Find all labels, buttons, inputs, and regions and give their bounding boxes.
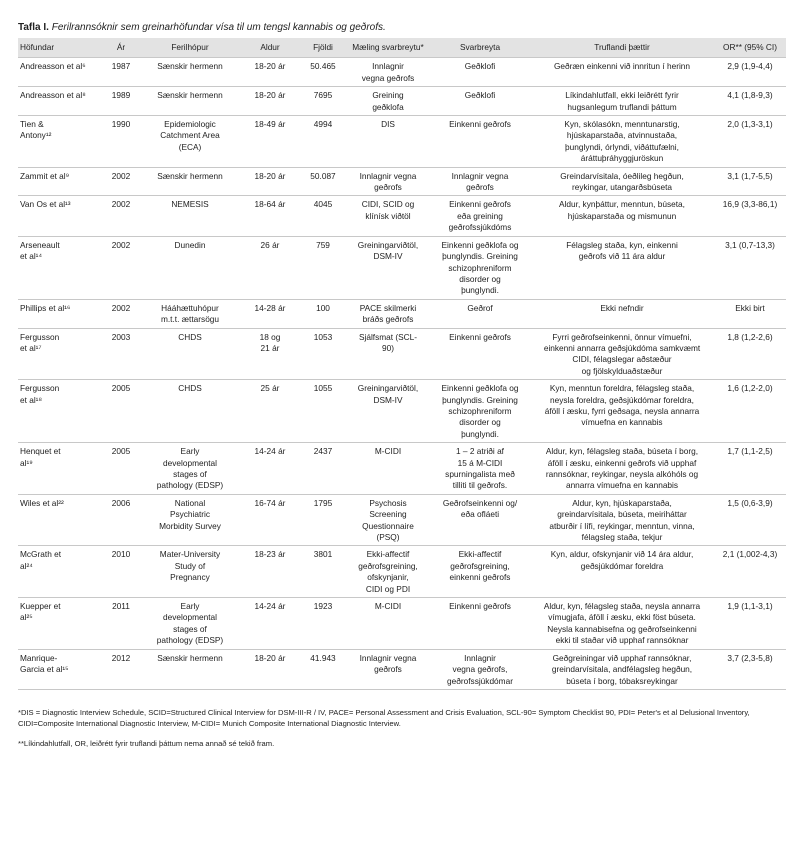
cell-or: 1,5 (0,6-3,9) (714, 494, 786, 546)
header-or: OR** (95% CI) (723, 42, 777, 52)
cell-year: 2010 (102, 546, 140, 598)
cell-count: 41.943 (300, 649, 346, 689)
cell-confounders: Ekki nefndir (530, 299, 714, 328)
cell-outcome: Einkenni geðrofs (430, 116, 530, 168)
cell-author: Arseneault et al¹⁴ (18, 236, 102, 299)
cell-author: Wiles et al²² (18, 494, 102, 546)
cell-measurement: Greining geðklofa (346, 87, 430, 116)
cell-outcome: Geðrofseinkenni og/ eða ofláeti (430, 494, 530, 546)
cell-outcome: Ekki-affectif geðrofsgreining, einkenni geðrofs (430, 546, 530, 598)
cell-age: 18-49 ár (240, 116, 300, 168)
table-row (18, 167, 786, 196)
cell-author: Henquet et al¹⁹ (18, 443, 102, 495)
header-confounders: Truflandi þættir (594, 42, 650, 52)
cell-author: Van Os et al¹³ (18, 196, 102, 236)
cell-age: 16-74 ár (240, 494, 300, 546)
cell-measurement: Ekki-affectif geðrofsgreining, ofskynjanir, CIDI og PDI (346, 546, 430, 598)
cell-measurement: DIS (346, 116, 430, 168)
cell-year: 2002 (102, 167, 140, 196)
cell-author: Fergusson et al¹⁸ (18, 380, 102, 443)
header-count: Fjöldi (313, 42, 333, 52)
cell-confounders: Geðgreiningar við upphaf rannsóknar, greindarvísitala, andfélagsleg hegðun, búseta í borg, tóbaksreykingar (530, 649, 714, 689)
cell-or: 2,1 (1,002-4,3) (714, 546, 786, 598)
cell-outcome: Einkenni geðklofa og þunglyndis. Greining schizophreniform disorder og þunglyndi. (430, 236, 530, 299)
table-row (18, 598, 786, 650)
cell-confounders: Geðræn einkenni við innritun í herinn (530, 58, 714, 87)
cell-confounders: Kyn, menntun foreldra, félagsleg staða, neysla foreldra, geðsjúkdómar foreldra, áföll í æsku, fyrri geðsaga, neysla annarra vímuefna en kannabis (530, 380, 714, 443)
cell-confounders: Aldur, kyn, félagsleg staða, neysla annarra vímugjafa, áföll í æsku, ekki föst búseta. Neysla kannabisefna og geðrofseinkenni ekki til staðar við upphaf rannsóknar (530, 598, 714, 650)
cell-year: 2012 (102, 649, 140, 689)
cell-or: 4,1 (1,8-9,3) (714, 87, 786, 116)
cell-cohort: Mater-University Study of Pregnancy (140, 546, 240, 598)
cell-cohort: Sænskir hermenn (140, 58, 240, 87)
cell-author: Andreasson et al⁸ (18, 87, 102, 116)
cell-age: 14-24 ár (240, 443, 300, 495)
table-row (18, 87, 786, 116)
cell-outcome: Innlagnir vegna geðrofs, geðrofssjúkdómar (430, 649, 530, 689)
cell-outcome: Innlagnir vegna geðrofs (430, 167, 530, 196)
table-caption (18, 22, 386, 33)
cell-count: 2437 (300, 443, 346, 495)
caption-label: Tafla I. (18, 22, 49, 33)
header-age: Aldur (260, 42, 280, 52)
cell-cohort: Early developmental stages of pathology (EDSP) (140, 598, 240, 650)
cell-outcome: 1 – 2 atriði af 15 á M-CIDI spurningalista með tilliti til geðrofs. (430, 443, 530, 495)
header-outcome: Svarbreyta (459, 42, 501, 52)
cell-age: 14-28 ár (240, 299, 300, 328)
cell-or: 2,0 (1,3-3,1) (714, 116, 786, 168)
cell-count: 1923 (300, 598, 346, 650)
table-row (18, 443, 786, 495)
table-row (18, 196, 786, 236)
cell-cohort: CHDS (140, 328, 240, 380)
cell-author: Zammit et al⁹ (18, 167, 102, 196)
cell-age: 18-23 ár (240, 546, 300, 598)
cell-or: 1,7 (1,1-2,5) (714, 443, 786, 495)
table-row (18, 494, 786, 546)
cell-outcome: Geðrof (430, 299, 530, 328)
cell-or: 1,6 (1,2-2,0) (714, 380, 786, 443)
cell-count: 1795 (300, 494, 346, 546)
cell-cohort: Dunedin (140, 236, 240, 299)
cell-year: 1990 (102, 116, 140, 168)
cell-count: 50.465 (300, 58, 346, 87)
cell-or: 2,9 (1,9-4,4) (714, 58, 786, 87)
cell-outcome: Einkenni geðrofs (430, 598, 530, 650)
cell-confounders: Líkindahlutfall, ekki leiðrétt fyrir hugsanlegum truflandi þáttum (530, 87, 714, 116)
cell-age: 25 ár (240, 380, 300, 443)
cell-age: 18-20 ár (240, 167, 300, 196)
cell-year: 1989 (102, 87, 140, 116)
cell-count: 1055 (300, 380, 346, 443)
cell-age: 18 og 21 ár (240, 328, 300, 380)
header-cohort: Ferilhópur (171, 42, 209, 52)
cell-confounders: Aldur, kynþáttur, menntun, búseta, hjúskaparstaða og mismunun (530, 196, 714, 236)
cell-age: 18-64 ár (240, 196, 300, 236)
cell-year: 2003 (102, 328, 140, 380)
cell-measurement: Innlagnir vegna geðrofs (346, 649, 430, 689)
cell-cohort: Sænskir hermenn (140, 167, 240, 196)
cell-measurement: Sjálfsmat (SCL- 90) (346, 328, 430, 380)
cell-count: 4045 (300, 196, 346, 236)
cell-year: 2005 (102, 443, 140, 495)
cell-year: 2002 (102, 236, 140, 299)
cell-count: 3801 (300, 546, 346, 598)
cell-count: 1053 (300, 328, 346, 380)
cell-author: Tien & Antony¹² (18, 116, 102, 168)
cell-measurement: M-CIDI (346, 443, 430, 495)
cell-confounders: Félagsleg staða, kyn, einkenni geðrofs við 11 ára aldur (530, 236, 714, 299)
cell-author: Manrique- Garcia et al¹⁵ (18, 649, 102, 689)
cell-age: 18-20 ár (240, 58, 300, 87)
cell-outcome: Geðklofi (430, 58, 530, 87)
header-year: Ár (116, 42, 126, 52)
table-row (18, 546, 786, 598)
cell-year: 2006 (102, 494, 140, 546)
cell-measurement: Psychosis Screening Questionnaire (PSQ) (346, 494, 430, 546)
cell-or: 3,1 (0,7-13,3) (714, 236, 786, 299)
cell-cohort: Hááhættuhópur m.t.t. ættarsögu (140, 299, 240, 328)
cell-cohort: Sænskir hermenn (140, 649, 240, 689)
cell-measurement: PACE skilmerki bráðs geðrofs (346, 299, 430, 328)
cell-measurement: Greiningarviðtöl, DSM-IV (346, 236, 430, 299)
cell-measurement: Greiningarviðtöl, DSM-IV (346, 380, 430, 443)
cell-count: 4994 (300, 116, 346, 168)
cell-or: 1,8 (1,2-2,6) (714, 328, 786, 380)
cell-or: Ekki birt (714, 299, 786, 328)
cell-count: 7695 (300, 87, 346, 116)
cell-count: 759 (300, 236, 346, 299)
cell-cohort: Early developmental stages of pathology (EDSP) (140, 443, 240, 495)
cell-confounders: Greindarvísitala, óeðlileg hegðun, reykingar, utangarðsbúseta (530, 167, 714, 196)
footnote-odds-ratio: **Líkindahlutfall, OR, leiðrétt fyrir truflandi þáttum nema annað sé tekið fram. (18, 739, 275, 748)
cell-confounders: Aldur, kyn, félagsleg staða, búseta í borg, áföll í æsku, einkenni geðrofs við upphaf rannsóknar, reykingar, neysla alkóhóls og annarra vímuefna en kannabis (530, 443, 714, 495)
cell-cohort: National Psychiatric Morbidity Survey (140, 494, 240, 546)
cell-confounders: Fyrri geðrofseinkenni, önnur vímuefni, einkenni annarra geðsjúkdóma samkvæmt CIDI, félagslegar aðstæður og fjölskylduaðstæður (530, 328, 714, 380)
cell-author: Andreasson et al⁶ (18, 58, 102, 87)
header-authors: Höfundar (20, 42, 55, 52)
cell-or: 3,7 (2,3-5,8) (714, 649, 786, 689)
cell-count: 50.087 (300, 167, 346, 196)
cell-or: 3,1 (1,7-5,5) (714, 167, 786, 196)
cell-or: 16,9 (3,3-86,1) (714, 196, 786, 236)
cell-age: 14-24 ár (240, 598, 300, 650)
cell-measurement: Innlagnir vegna geðrofs (346, 167, 430, 196)
table-row (18, 649, 786, 689)
table-row (18, 116, 786, 168)
cell-measurement: M-CIDI (346, 598, 430, 650)
table-body (18, 58, 786, 690)
cell-cohort: Sænskir hermenn (140, 87, 240, 116)
cell-confounders: Kyn, aldur, ofskynjanir við 14 ára aldur, geðsjúkdómar foreldra (530, 546, 714, 598)
header-measurement: Mæling svarbreytu* (352, 42, 424, 52)
table-row (18, 380, 786, 443)
table-row (18, 299, 786, 328)
cell-measurement: CIDI, SCID og klínísk viðtöl (346, 196, 430, 236)
cell-outcome: Einkenni geðklofa og þunglyndis. Greining schizophreniform disorder og þunglyndi. (430, 380, 530, 443)
cell-author: Fergusson et al¹⁷ (18, 328, 102, 380)
cell-year: 2002 (102, 196, 140, 236)
cell-year: 2011 (102, 598, 140, 650)
cell-confounders: Aldur, kyn, hjúskaparstaða, greindarvísitala, búseta, meiriháttar atburðir í lífi, reykingar, menntun, vinna, félagsleg staða, tekjur (530, 494, 714, 546)
footnote-abbreviations: *DIS = Diagnostic Interview Schedule, SCID=Structured Clinical Interview for DSM-III-R / IV, PACE= Personal Assessment and Crisis Evaluation, SCL-90= Symptom Checklist 90, PDI= Peter's et al Delusional Inventory, CIDI=Composite International Diagnostic Interview, M-CIDI= Munich Composite International Diagnostic Interview. (18, 708, 750, 728)
caption-text: Ferilrannsóknir sem greinarhöfundar vísa til um tengsl kannabis og geðrofs. (51, 22, 386, 33)
table-row (18, 58, 786, 87)
cohort-studies-table (18, 38, 786, 690)
cell-or: 1,9 (1,1-3,1) (714, 598, 786, 650)
cell-outcome: Geðklofi (430, 87, 530, 116)
cell-age: 26 ár (240, 236, 300, 299)
cell-confounders: Kyn, skólasókn, menntunarstig, hjúskaparstaða, atvinnustaða, þunglyndi, órlyndi, viðáttufælni, áráttuþráhyggjuröskun (530, 116, 714, 168)
cell-outcome: Einkenni geðrofs (430, 328, 530, 380)
cell-count: 100 (300, 299, 346, 328)
cell-year: 2002 (102, 299, 140, 328)
cell-author: McGrath et al²⁴ (18, 546, 102, 598)
cell-cohort: CHDS (140, 380, 240, 443)
table-row (18, 328, 786, 380)
cell-year: 2005 (102, 380, 140, 443)
cell-age: 18-20 ár (240, 87, 300, 116)
cell-year: 1987 (102, 58, 140, 87)
cell-cohort: Epidemiologic Catchment Area (ECA) (140, 116, 240, 168)
cell-outcome: Einkenni geðrofs eða greining geðrofssjúkdóms (430, 196, 530, 236)
table-row (18, 236, 786, 299)
cell-author: Phillips et al¹⁶ (18, 299, 102, 328)
table-header-row (18, 38, 786, 58)
cell-cohort: NEMESIS (140, 196, 240, 236)
cell-measurement: Innlagnir vegna geðrofs (346, 58, 430, 87)
cell-age: 18-20 ár (240, 649, 300, 689)
cell-author: Kuepper et al²⁵ (18, 598, 102, 650)
